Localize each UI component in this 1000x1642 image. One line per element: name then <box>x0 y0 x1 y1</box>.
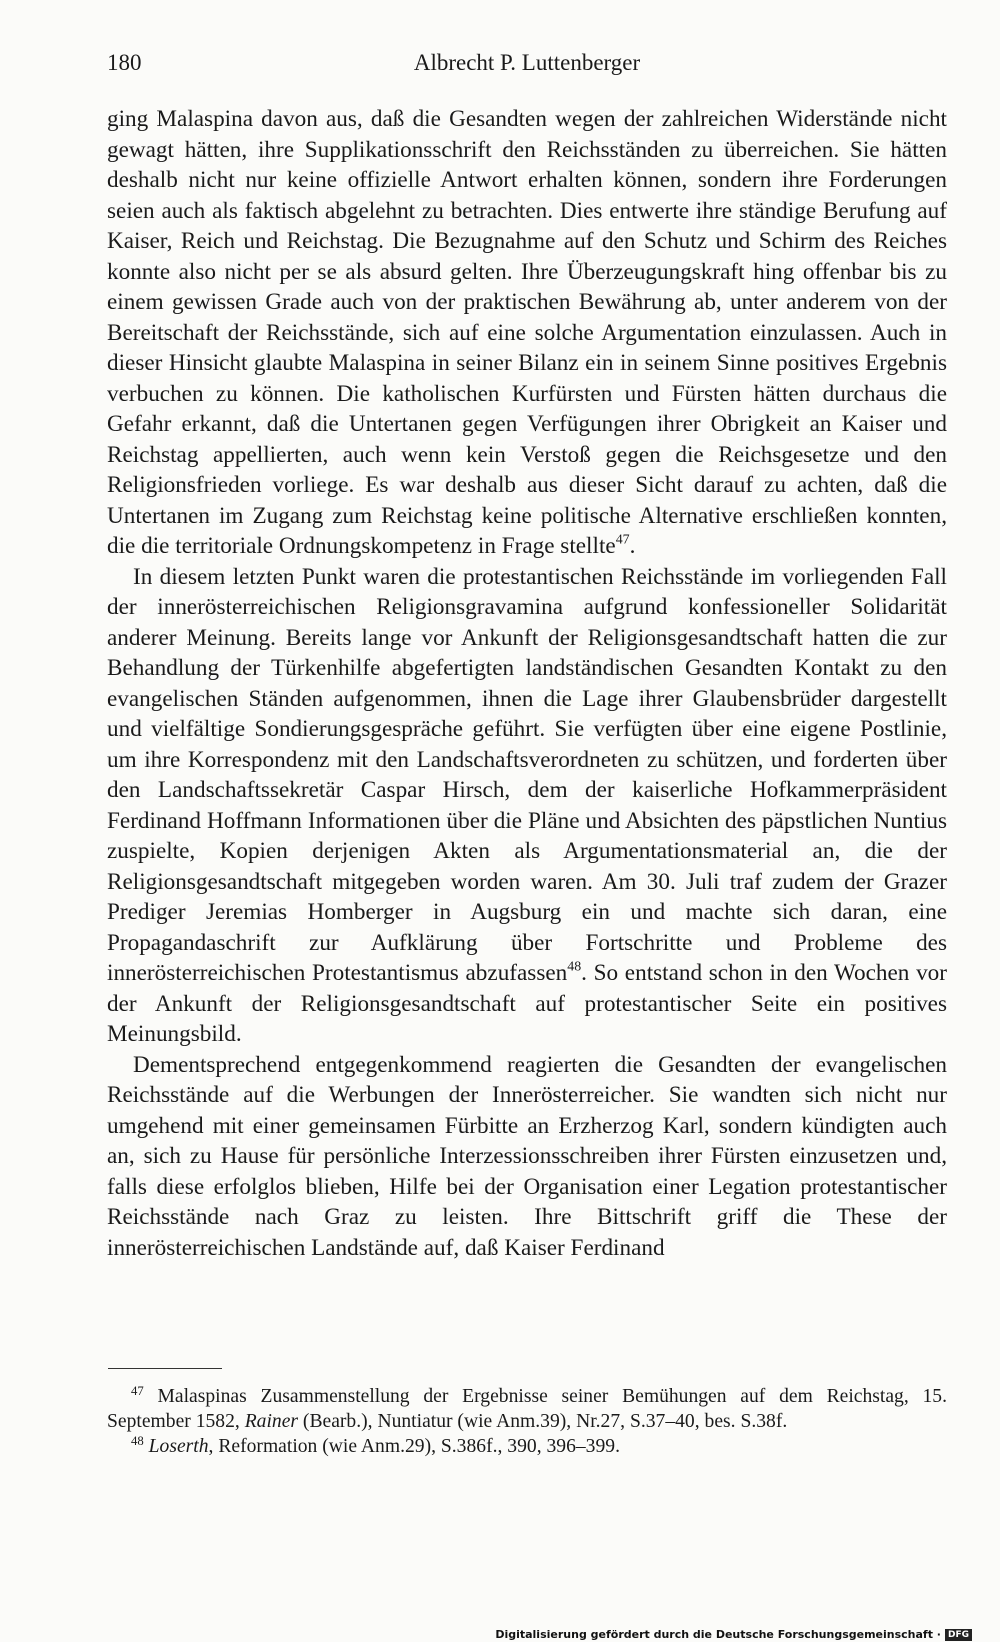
paragraph-text: In diesem letzten Punkt waren die protestantischen Reichsstände im vorliegenden Fall der innerösterreichischen Religionsgravamina aufgrund konfessioneller Solidarität anderer Meinung. Bereits lange vor Ankunft der Religionsgesandtschaft hatten die zur Behandlung der Türkenhilfe abgefertigten landständischen Gesandten Kontakt zu den evangelischen Ständen aufgenommen, ihnen die Lage ihrer Glaubensbrüder dargestellt und vielfältige Sondierungsgespräche geführt. Sie verfügten über eine eigene Postlinie, um ihre Korrespondenz mit den Landschaftsverordneten zu schützen, und forderten über den Landschaftssekretär Caspar Hirsch, dem der kaiserliche Hofkammerpräsident Ferdinand Hoffmann Informationen über die Pläne und Absichten des päpstlichen Nuntius zuspielte, Kopien derjenigen Akten als Argumentationsmaterial an, die der Religionsgesandtschaft mitgegeben worden waren. Am 30. Juli traf zudem der Grazer Prediger Jeremias Homberger in Augsburg ein und machte sich daran, eine Propagandaschrift zur Aufklärung über Fortschritte und Probleme des innerösterreichischen Protestantismus abzufassen <box>107 563 947 986</box>
footnote <box>107 1384 947 1434</box>
footnote-author: Loserth <box>148 1436 209 1457</box>
digitization-text: Digitalisierung gefördert durch die Deutsche Forschungsgemeinschaft · <box>495 1628 941 1641</box>
paragraph <box>107 104 947 562</box>
main-text <box>107 104 947 1263</box>
paragraph-text: Dementsprechend entgegenkommend reagierten die Gesandten der evangelischen Reichsstände auf die Werbungen der Innerösterreicher. Sie wandten sich nicht nur umgehend mit einer gemeinsamen Fürbitte an Erzherzog Karl, sondern kündigten auch an, sich zu Hause für persönliche Interzessionsschreiben ihrer Fürsten einzusetzen und, falls diese erfolglos blieben, Hilfe bei der Organisation einer Legation protestantischer Reichsstände nach Graz zu leisten. Ihre Bittschrift griff die These der innerösterreichischen Landstände auf, daß Kaiser Ferdinand <box>107 1051 947 1261</box>
footnote-reference: 48 <box>567 959 582 975</box>
dfg-logo: DFG <box>945 1629 972 1641</box>
footnote-reference: 47 <box>615 532 630 548</box>
running-head: Albrecht P. Luttenberger <box>413 50 641 75</box>
paragraph-text: ging Malaspina davon aus, daß die Gesandten wegen der zahlreichen Widerstände nicht gewagt hätten, ihre Supplikationsschrift den Reichsständen zu überreichen. Sie hätten deshalb nicht nur keine offizielle Antwort erhalten können, sondern ihre Forderungen seien auch als faktisch abgelehnt zu betrachten. Dies entwerte ihre ständige Berufung auf Kaiser, Reich und Reichstag. Die Bezugnahme auf den Schutz und Schirm des Reiches konnte also nicht per se als absurd gelten. Ihre Überzeugungskraft hing offenbar bis zu einem gewissen Grade auch von der praktischen Bewährung ab, unter anderem von der Bereitschaft der Reichsstände, sich auf eine solche Argumentation einzulassen. Auch in dieser Hinsicht glaubte Malaspina in seiner Bilanz ein in seinem Sinne positives Ergebnis verbuchen zu können. Die katholischen Kurfürsten und Fürsten hätten durchaus die Gefahr erkannt, daß die Untertanen gegen Verfügungen ihrer Obrigkeit an Kaiser und Reichstag appellierten, auch wenn kein Verstoß gegen die Reichsgesetze und den Religionsfrieden vorliege. Es war deshalb aus dieser Sicht darauf zu achten, daß die Untertanen im Zugang zum Reichstag keine politische Alternative erschließen konnten, die die territoriale Ordnungskompetenz in Frage stellte <box>107 106 947 559</box>
footnote-number: 48 <box>131 1434 144 1448</box>
paragraph <box>107 1050 947 1264</box>
paragraph-end: . <box>629 533 636 559</box>
paragraph <box>107 562 947 1050</box>
digitization-note <box>495 1628 972 1642</box>
footnote-text-continued: , Reformation (wie Anm.29), S.386f., 390, 396–399. <box>208 1436 620 1457</box>
footnote-separator <box>108 1368 222 1369</box>
footnote <box>107 1434 947 1459</box>
footnote-number: 47 <box>131 1384 144 1398</box>
footnotes <box>107 1384 947 1459</box>
page-number: 180 <box>107 50 142 75</box>
footnote-author: Rainer <box>244 1411 299 1432</box>
paragraph-text-continued: . So entstand schon in den Wochen vor der Ankunft der Religionsgesandtschaft auf protestantischer Seite ein positives Meinungsbild. <box>107 960 947 1047</box>
footnote-text-continued: (Bearb.), Nuntiatur (wie Anm.39), Nr.27, S.37–40, bes. S.38f. <box>298 1411 788 1432</box>
page-header <box>107 50 947 84</box>
footnote-text: Malaspinas Zusammenstellung der Ergebnisse seiner Bemühungen auf dem Reichstag, 15. September 1582, <box>107 1386 947 1432</box>
